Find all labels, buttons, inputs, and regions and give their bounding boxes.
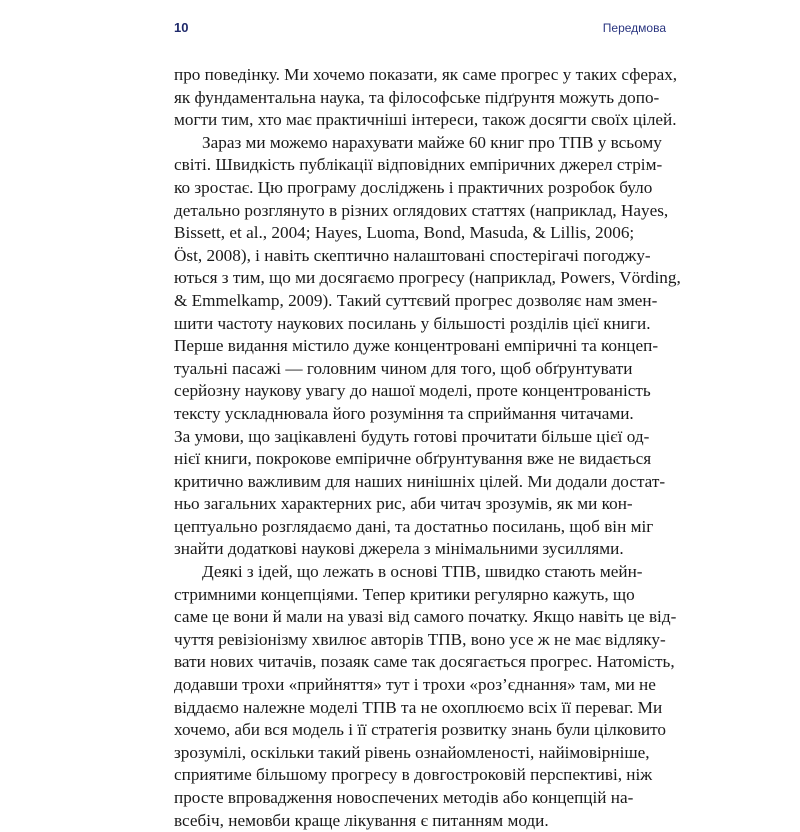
text-line: туальні пасажі — головним чином для того, щоб обґрунтувати (174, 358, 633, 378)
text-line: зрозумілі, оскільки такий рівень ознайомленості, найімовірніше, (174, 742, 650, 762)
body-text (174, 64, 681, 832)
paragraph-1 (174, 64, 678, 132)
text-line: цептуально розглядаємо дані, та достатньо посилань, щоб він міг (174, 516, 654, 536)
text-line: віддаємо належне моделі ТПВ та не охоплюємо всіх її переваг. Ми (174, 697, 663, 717)
text-line: всебіч, немовби краще лікування є питанням моди. (174, 810, 549, 830)
text-line: чуття ревізіонізму хвилює авторів ТПВ, воно усе ж не має відляку- (174, 629, 666, 649)
text-line: стримними концепціями. Тепер критики регулярно кажуть, що (174, 584, 635, 604)
text-line: сприятиме більшому прогресу в довгостроковій перспективі, ніж (174, 765, 653, 785)
text-line: хочемо, аби вся модель і її стратегія розвитку знань були цілковито (174, 720, 666, 740)
text-line: могти тим, хто має практичніші інтереси, також досягти своїх цілей. (174, 110, 677, 130)
text-line: світі. Швидкість публікації відповідних емпіричних джерел стрім- (174, 155, 663, 175)
paragraph-3 (174, 561, 677, 832)
text-line: ються з тим, що ми досягаємо прогресу (наприклад, Powers, Vörding, (174, 268, 681, 288)
page-number: 10 (174, 20, 189, 35)
text-line: знайти додаткові наукові джерела з мінімальними зусиллями. (174, 539, 624, 559)
text-line: про поведінку. Ми хочемо показати, як саме прогрес у таких сферах, (174, 65, 678, 84)
text-line: просте впровадження новоспечених методів або концепцій на- (174, 788, 634, 807)
text-line: як фундаментальна наука, та філософське підґрунтя можуть допо- (174, 87, 660, 107)
paragraph-2 (174, 132, 681, 561)
text-line: ньо загальних характерних рис, аби читач зрозумів, як ми кон- (174, 494, 633, 514)
text-line: ко зростає. Цю програму досліджень і практичних розробок було (174, 177, 653, 197)
text-line: серйозну наукову увагу до нашої моделі, проте концентрованість (174, 381, 651, 401)
text-line: & Emmelkamp, 2009). Такий суттєвий прогрес дозволяє нам змен- (174, 290, 658, 310)
text-line: додавши трохи «прийняття» тут і трохи «роз’єднання» там, ми не (174, 675, 656, 695)
text-line: саме це вони й мали на увазі від самого початку. Якщо навіть це від- (174, 607, 677, 627)
text-line: За умови, що зацікавлені будуть готові прочитати більше цієї од- (174, 426, 650, 446)
text-line: Öst, 2008), і навіть скептично налаштовані спостерігачі погоджу- (174, 245, 651, 265)
text-line: Bissett, et al., 2004; Hayes, Luoma, Bond, Masuda, & Lillis, 2006; (174, 223, 635, 243)
text-line: шити частоту наукових посилань у більшості розділів цієї книги. (174, 313, 651, 333)
text-line: детально розглянуто в різних оглядових статтях (наприклад, Hayes, (174, 200, 669, 220)
text-line: вати нових читачів, позаяк саме так досягається прогрес. Натомість, (174, 652, 675, 672)
text-line: Зараз ми можемо нарахувати майже 60 книг про ТПВ у всьому (202, 132, 662, 152)
text-line: Перше видання містило дуже концентровані емпіричні та концеп- (174, 336, 659, 356)
text-line: Деякі з ідей, що лежать в основі ТПВ, швидко стають мейн- (202, 562, 643, 582)
text-line: тексту ускладнювала його розуміння та сприймання читачами. (174, 403, 634, 423)
text-line: нієї книги, покрокове емпіричне обґрунтування вже не видається (174, 449, 652, 469)
text-line: критично важливим для наших нинішніх цілей. Ми додали достат- (174, 471, 666, 491)
running-head: Передмова (602, 21, 666, 35)
